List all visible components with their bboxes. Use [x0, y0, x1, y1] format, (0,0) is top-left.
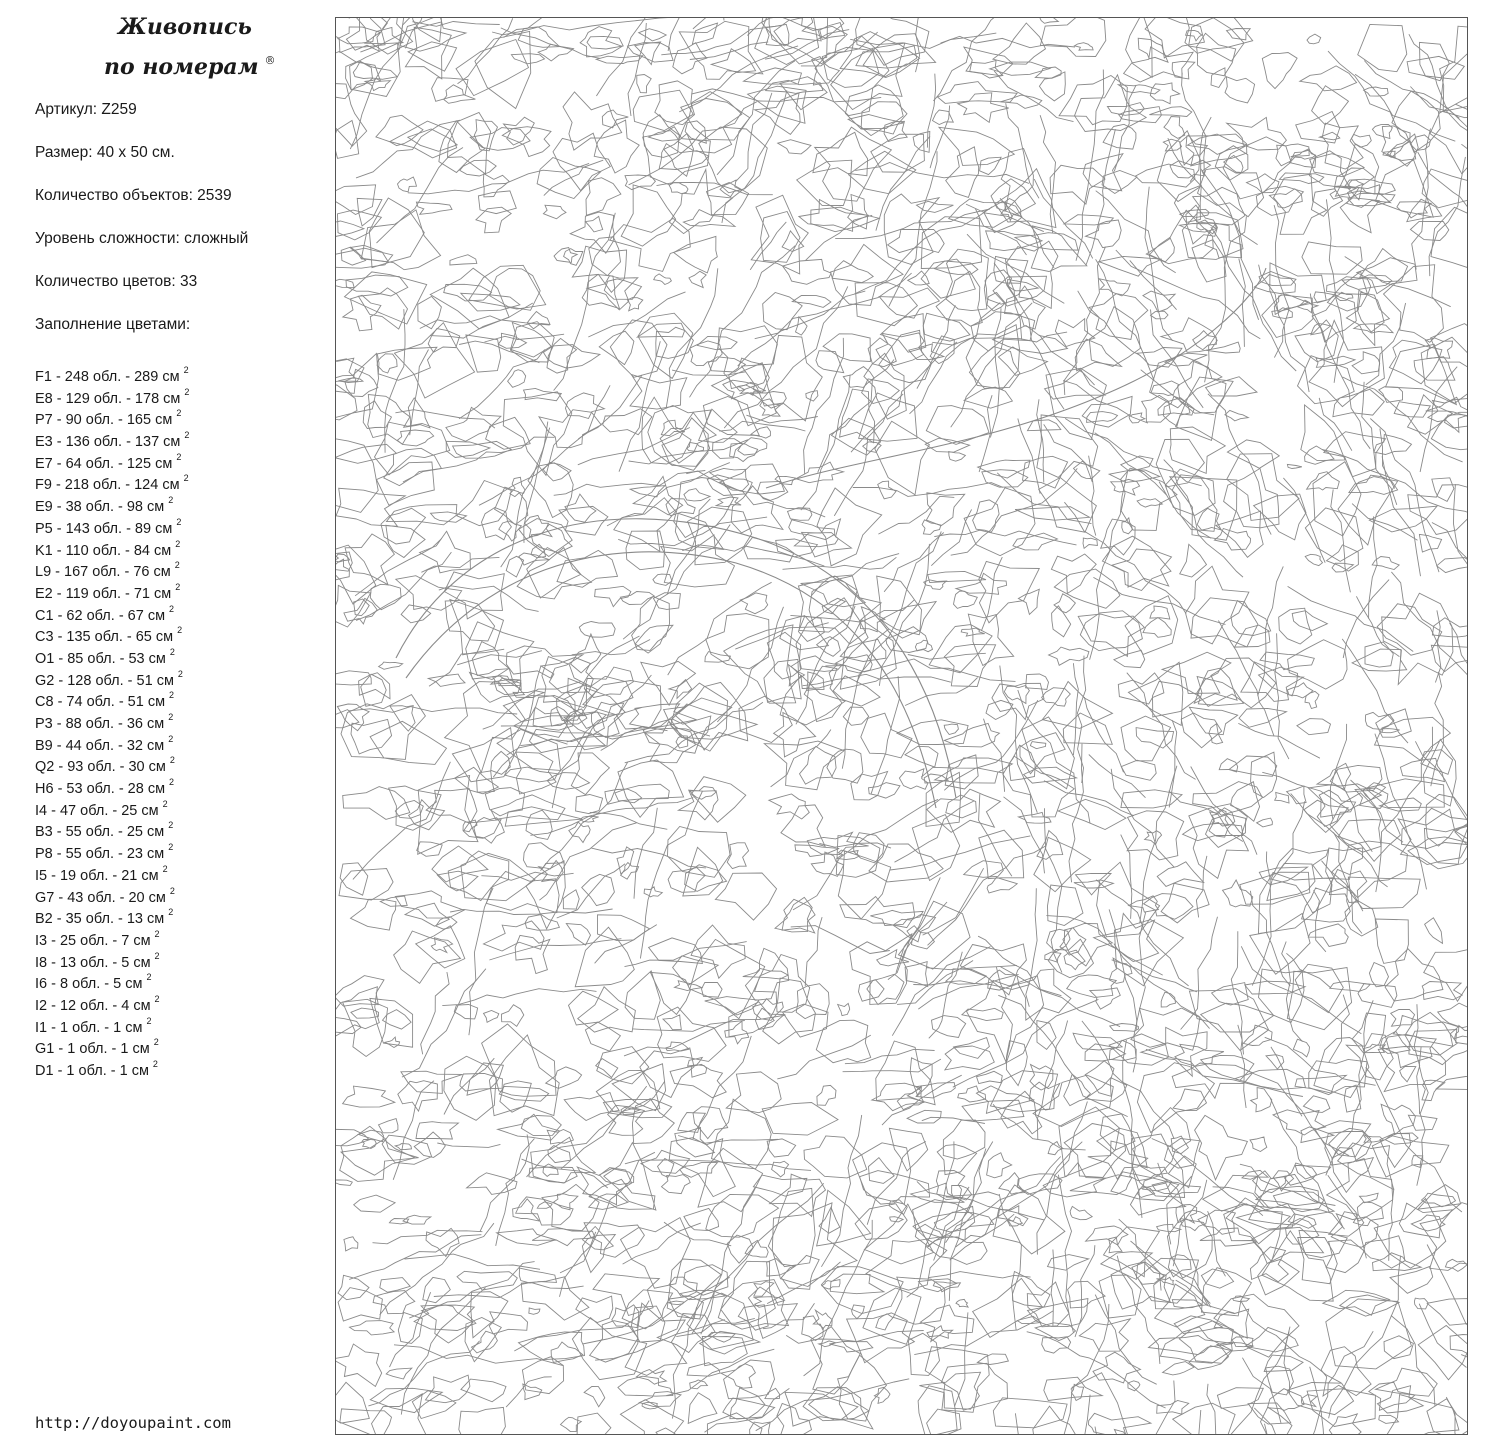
legend-item-text: F9 - 218 обл. - 124 см	[35, 477, 180, 494]
legend-item-text: I2 - 12 обл. - 4 см	[35, 997, 151, 1014]
legend-item-unit-power: 2	[162, 798, 168, 809]
legend-item	[35, 902, 189, 928]
article-number: Артикул: Z259	[35, 101, 137, 118]
object-count: Количество объектов: 2539	[35, 187, 232, 204]
legend-item	[35, 685, 189, 711]
legend-item-text: I5 - 19 обл. - 21 см	[35, 867, 159, 884]
coloring-canvas	[335, 17, 1468, 1435]
legend-item-text: D1 - 1 обл. - 1 см	[35, 1063, 149, 1079]
legend-item-text: C1 - 62 обл. - 67 см	[35, 607, 166, 624]
outline-regions	[336, 18, 1468, 1435]
brand-logo	[96, 10, 296, 84]
legend-item	[35, 490, 189, 516]
legend-item-text: I6 - 8 обл. - 5 см	[35, 976, 143, 993]
legend-item	[35, 967, 189, 993]
legend-item	[35, 707, 189, 732]
legend-item	[35, 447, 189, 472]
legend-item	[35, 946, 189, 971]
legend-item-unit-power: 2	[175, 581, 181, 592]
brand-line-2-text: по номерам	[104, 54, 259, 80]
legend-item-text: G7 - 43 обл. - 20 см	[35, 889, 166, 906]
legend-item-unit-power: 2	[169, 885, 175, 896]
legend-item	[35, 750, 189, 776]
legend-item	[35, 924, 189, 949]
legend-item-text: C3 - 135 обл. - 65 см	[35, 629, 174, 646]
legend-item-text: B9 - 44 обл. - 32 см	[35, 737, 165, 754]
legend-item	[35, 1032, 189, 1058]
legend-item-unit-power: 2	[169, 603, 175, 614]
legend-item-unit-power: 2	[184, 430, 190, 441]
legend-item-text: B2 - 35 обл. - 13 см	[35, 911, 165, 928]
legend-item-text: C8 - 74 обл. - 51 см	[35, 694, 166, 711]
legend-item	[35, 1054, 189, 1079]
legend-item-text: P3 - 88 обл. - 36 см	[35, 716, 165, 732]
legend-item-text: B3 - 55 обл. - 25 см	[35, 824, 165, 841]
legend-item-unit-power: 2	[169, 690, 175, 701]
legend-item-unit-power: 2	[168, 495, 174, 506]
legend-item	[35, 555, 189, 581]
legend-item	[35, 859, 189, 884]
legend-item-unit-power: 2	[176, 516, 182, 527]
legend-item-unit-power: 2	[169, 646, 175, 657]
legend-item	[35, 577, 189, 602]
legend-item	[35, 794, 189, 819]
legend-item	[35, 425, 190, 451]
legend-item-text: P7 - 90 обл. - 165 см	[35, 412, 173, 429]
legend-item-text: P5 - 143 обл. - 89 см	[35, 520, 173, 537]
legend-item-unit-power: 2	[168, 907, 174, 918]
legend-item-text: E2 - 119 обл. - 71 см	[35, 585, 172, 602]
legend-item-unit-power: 2	[177, 668, 183, 679]
legend-item-text: I8 - 13 обл. - 5 см	[35, 954, 151, 971]
rooster-line-art	[336, 18, 1468, 1435]
legend-item	[35, 729, 189, 754]
fill-heading: Заполнение цветами:	[35, 316, 191, 333]
legend-item-text: L9 - 167 обл. - 76 см	[35, 564, 171, 581]
legend-item-text: G1 - 1 обл. - 1 см	[35, 1041, 150, 1058]
legend-item-text: P8 - 55 обл. - 23 см	[35, 846, 165, 863]
legend-item-unit-power: 2	[169, 755, 175, 766]
legend-item	[35, 881, 189, 906]
legend-item	[35, 1011, 189, 1036]
difficulty-level: Уровень сложности: сложный	[35, 230, 249, 247]
legend-item-text: F1 - 248 обл. - 289 см	[35, 369, 180, 385]
legend-item-unit-power: 2	[154, 928, 160, 939]
legend-item-text: I4 - 47 обл. - 25 см	[35, 802, 159, 819]
legend-item-text: Q2 - 93 обл. - 30 см	[35, 759, 166, 776]
legend-item	[35, 512, 189, 537]
legend-item-text: E3 - 136 обл. - 137 см	[35, 434, 181, 451]
legend-item	[35, 382, 190, 407]
color-count: Количество цветов: 33	[35, 273, 198, 290]
product-info	[35, 99, 325, 354]
legend-item-unit-power: 2	[154, 950, 160, 961]
color-legend	[35, 360, 190, 1079]
legend-item-text: I3 - 25 обл. - 7 см	[35, 932, 151, 949]
legend-item-unit-power: 2	[146, 972, 152, 983]
legend-item-text: K1 - 110 обл. - 84 см	[35, 542, 172, 559]
legend-item-text: E7 - 64 обл. - 125 см	[35, 455, 173, 472]
registered-mark: ®	[264, 54, 276, 67]
legend-item-unit-power: 2	[154, 993, 160, 1004]
legend-item-text: E9 - 38 обл. - 98 см	[35, 499, 165, 516]
legend-item-unit-power: 2	[176, 451, 182, 462]
brand-line-1: Живопись	[118, 14, 252, 40]
legend-item-unit-power: 2	[176, 408, 182, 419]
legend-item	[35, 837, 189, 863]
brand-line-2	[96, 44, 296, 84]
legend-item	[35, 772, 189, 798]
legend-item	[35, 642, 189, 667]
legend-item	[35, 360, 189, 385]
legend-item-unit-power: 2	[183, 473, 189, 484]
legend-item-unit-power: 2	[183, 365, 189, 375]
legend-item-unit-power: 2	[184, 386, 190, 397]
legend-item	[35, 534, 189, 559]
legend-item	[35, 620, 189, 646]
website-link[interactable]: http://doyoupaint.com	[35, 1414, 231, 1432]
legend-item-unit-power: 2	[146, 1015, 152, 1026]
legend-item-text: I1 - 1 обл. - 1 см	[35, 1019, 143, 1036]
legend-item	[35, 403, 189, 429]
legend-item-unit-power: 2	[174, 560, 180, 571]
legend-item-unit-power: 2	[169, 777, 175, 788]
legend-item-unit-power: 2	[152, 1059, 158, 1069]
legend-item	[35, 989, 189, 1014]
legend-item-unit-power: 2	[175, 538, 181, 549]
legend-item-unit-power: 2	[168, 733, 174, 744]
legend-item-unit-power: 2	[168, 712, 174, 722]
legend-item-unit-power: 2	[177, 625, 183, 636]
legend-item-unit-power: 2	[168, 820, 174, 831]
legend-item	[35, 815, 189, 841]
legend-item	[35, 599, 189, 624]
legend-item-unit-power: 2	[162, 863, 168, 874]
legend-item-text: G2 - 128 обл. - 51 см	[35, 672, 174, 689]
legend-item-unit-power: 2	[153, 1037, 159, 1048]
legend-item-unit-power: 2	[168, 842, 174, 853]
legend-item	[35, 468, 189, 494]
legend-item-text: H6 - 53 обл. - 28 см	[35, 781, 166, 798]
legend-item-text: O1 - 85 обл. - 53 см	[35, 650, 166, 667]
legend-item-text: E8 - 129 обл. - 178 см	[35, 390, 181, 407]
legend-item	[35, 664, 189, 689]
canvas-size: Размер: 40 х 50 см.	[35, 144, 175, 161]
